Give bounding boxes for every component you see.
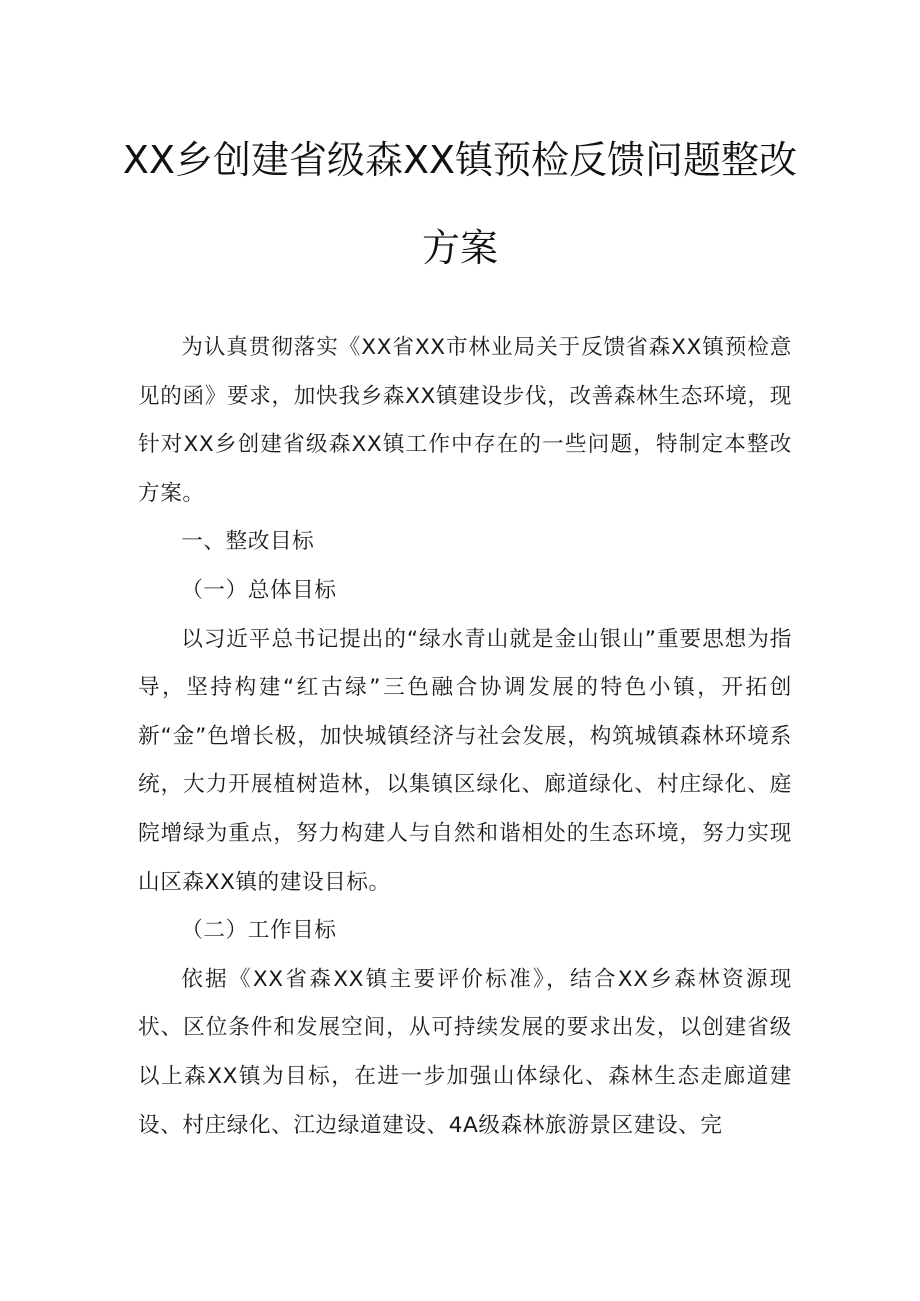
section-heading-rectification-goals: 一、整改目标 (181, 529, 315, 555)
work-goal-paragraph: 依据《XX省森XX镇主要评价标准》，结合XX乡森林资源现状、区位条件和发展空间，从可持续发展的要求出发，以创建省级以上森XX镇为目标，在进一步加强山体绿化、森林生态走廊道建设、村庄绿化、江边绿道建设、4A级森林旅游景区建设、完 (138, 966, 792, 1138)
subheading-work-goal: （二）工作目标 (181, 918, 337, 944)
document-body (138, 324, 792, 1150)
document-title-line-1: XX乡创建省级森XX镇预检反馈问题整改 (122, 138, 798, 182)
document-title-line-2: 方案 (421, 226, 498, 270)
intro-paragraph: 为认真贯彻落实《XX省XX市林业局关于反馈省森XX镇预检意见的函》要求，加快我乡森XX镇建设步伐，改善森林生态环境，现针对XX乡创建省级森XX镇工作中存在的一些问题，特制定本整改方案。 (138, 335, 792, 506)
overall-goal-paragraph: 以习近平总书记提出的“绿水青山就是金山银山”重要思想为指导，坚持构建“红古绿”三色融合协调发展的特色小镇，开拓创新“金”色增长极，加快城镇经济与社会发展，构筑城镇森林环境系统，大力开展植树造林，以集镇区绿化、廊道绿化、村庄绿化、庭院增绿为重点，努力构建人与自然和谐相处的生态环境，努力实现山区森XX镇的建设目标。 (138, 626, 792, 895)
subheading-overall-goal: （一）总体目标 (181, 577, 337, 603)
